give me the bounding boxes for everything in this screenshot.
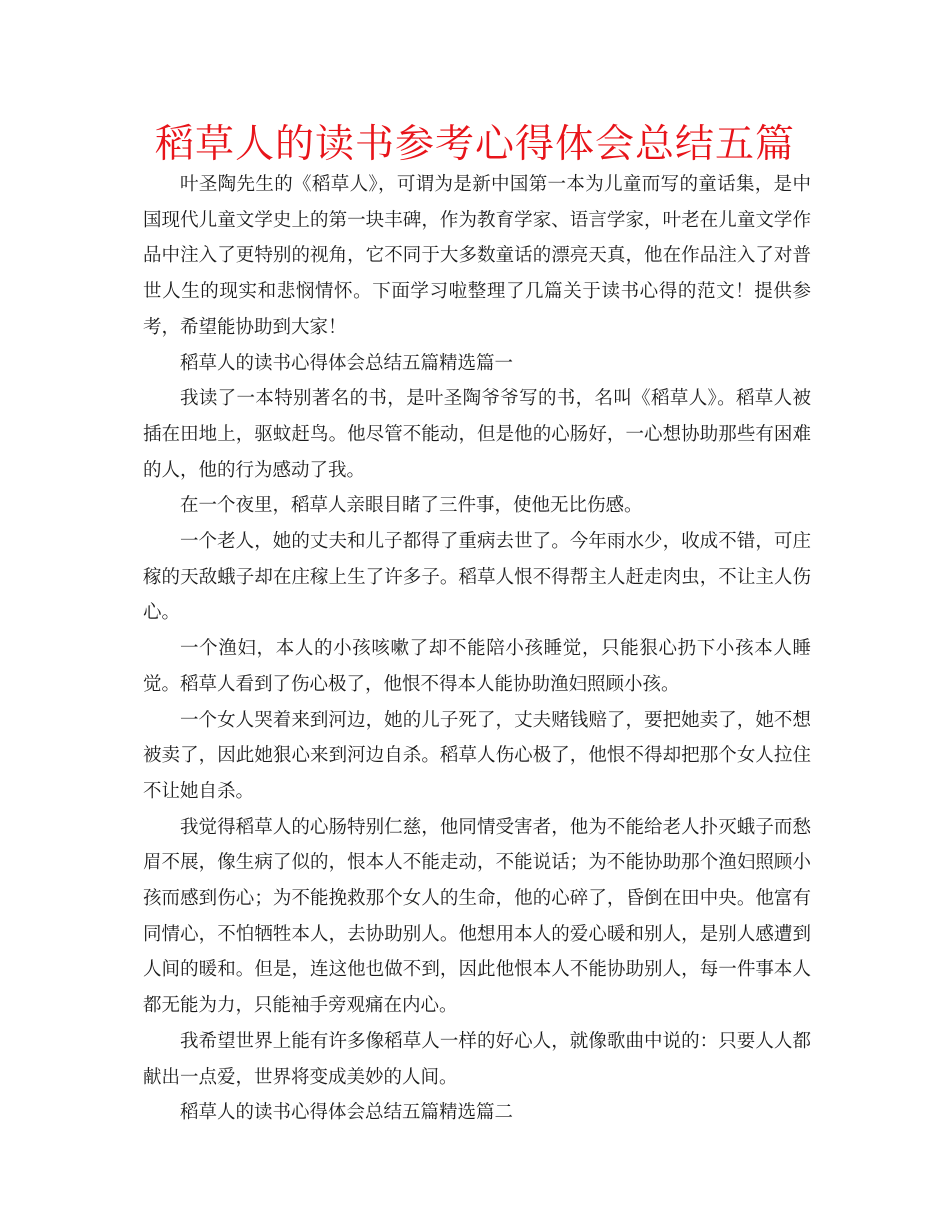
document-title: 稻草人的读书参考心得体会总结五篇 [154, 122, 795, 167]
body-paragraph: 一个女人哭着来到河边，她的儿子死了，丈夫赌钱赔了，要把她卖了，她不想被卖了，因此她狠心来到河边自杀。稻草人伤心极了，他恨不得却把那个女人拉住不让她自杀。 [143, 709, 811, 802]
section-heading-one: 稻草人的读书心得体会总结五篇精选篇一 [180, 352, 514, 374]
body-paragraph: 我希望世界上能有许多像稻草人一样的好心人，就像歌曲中说的：只要人人都献出一点爱，世界将变成美妙的人间。 [143, 1030, 811, 1088]
body-paragraph: 我觉得稻草人的心肠特别仁慈，他同情受害者，他为不能给老人扑灭蛾子而愁眉不展，像生病了似的，恨本人不能走动，不能说话；为不能协助那个渔妇照顾小孩而感到伤心；为不能挽救那个女人的生命，他的心碎了，昏倒在田中央。他富有同情心，不怕牺牲本人，去协助别人。他想用本人的爱心暖和别人，是别人感遭到人间的暖和。但是，连这他也做不到，因此他恨本人不能协助别人，每一件事本人都无能为力，只能袖手旁观痛在内心。 [143, 816, 811, 1017]
document-body [143, 167, 811, 1131]
section-heading-two: 稻草人的读书心得体会总结五篇精选篇二 [180, 1102, 514, 1124]
intro-paragraph: 叶圣陶先生的《稻草人》，可谓为是新中国第一本为儿童而写的童话集，是中国现代儿童文学史上的第一块丰碑，作为教育学家、语言学家，叶老在儿童文学作品中注入了更特别的视角，它不同于大多数童话的漂亮天真，他在作品注入了对普世人生的现实和悲悯情怀。下面学习啦整理了几篇关于读书心得的范文！提供参考，希望能协助到大家！ [143, 174, 811, 338]
body-paragraph: 在一个夜里，稻草人亲眼目睹了三件事，使他无比伤感。 [180, 495, 643, 517]
body-paragraph: 一个渔妇，本人的小孩咳嗽了却不能陪小孩睡觉，只能狠心扔下小孩本人睡觉。稻草人看到了伤心极了，他恨不得本人能协助渔妇照顾小孩。 [143, 638, 811, 695]
body-paragraph: 一个老人，她的丈夫和儿子都得了重病去世了。今年雨水少，收成不错，可庄稼的天敌蛾子却在庄稼上生了许多子。稻草人恨不得帮主人赶走肉虫，不让主人伤心。 [143, 531, 811, 624]
body-paragraph: 我读了一本特别著名的书，是叶圣陶爷爷写的书，名叫《稻草人》。稻草人被插在田地上，驱蚊赶鸟。他尽管不能动，但是他的心肠好，一心想协助那些有困难的人，他的行为感动了我。 [143, 388, 811, 481]
